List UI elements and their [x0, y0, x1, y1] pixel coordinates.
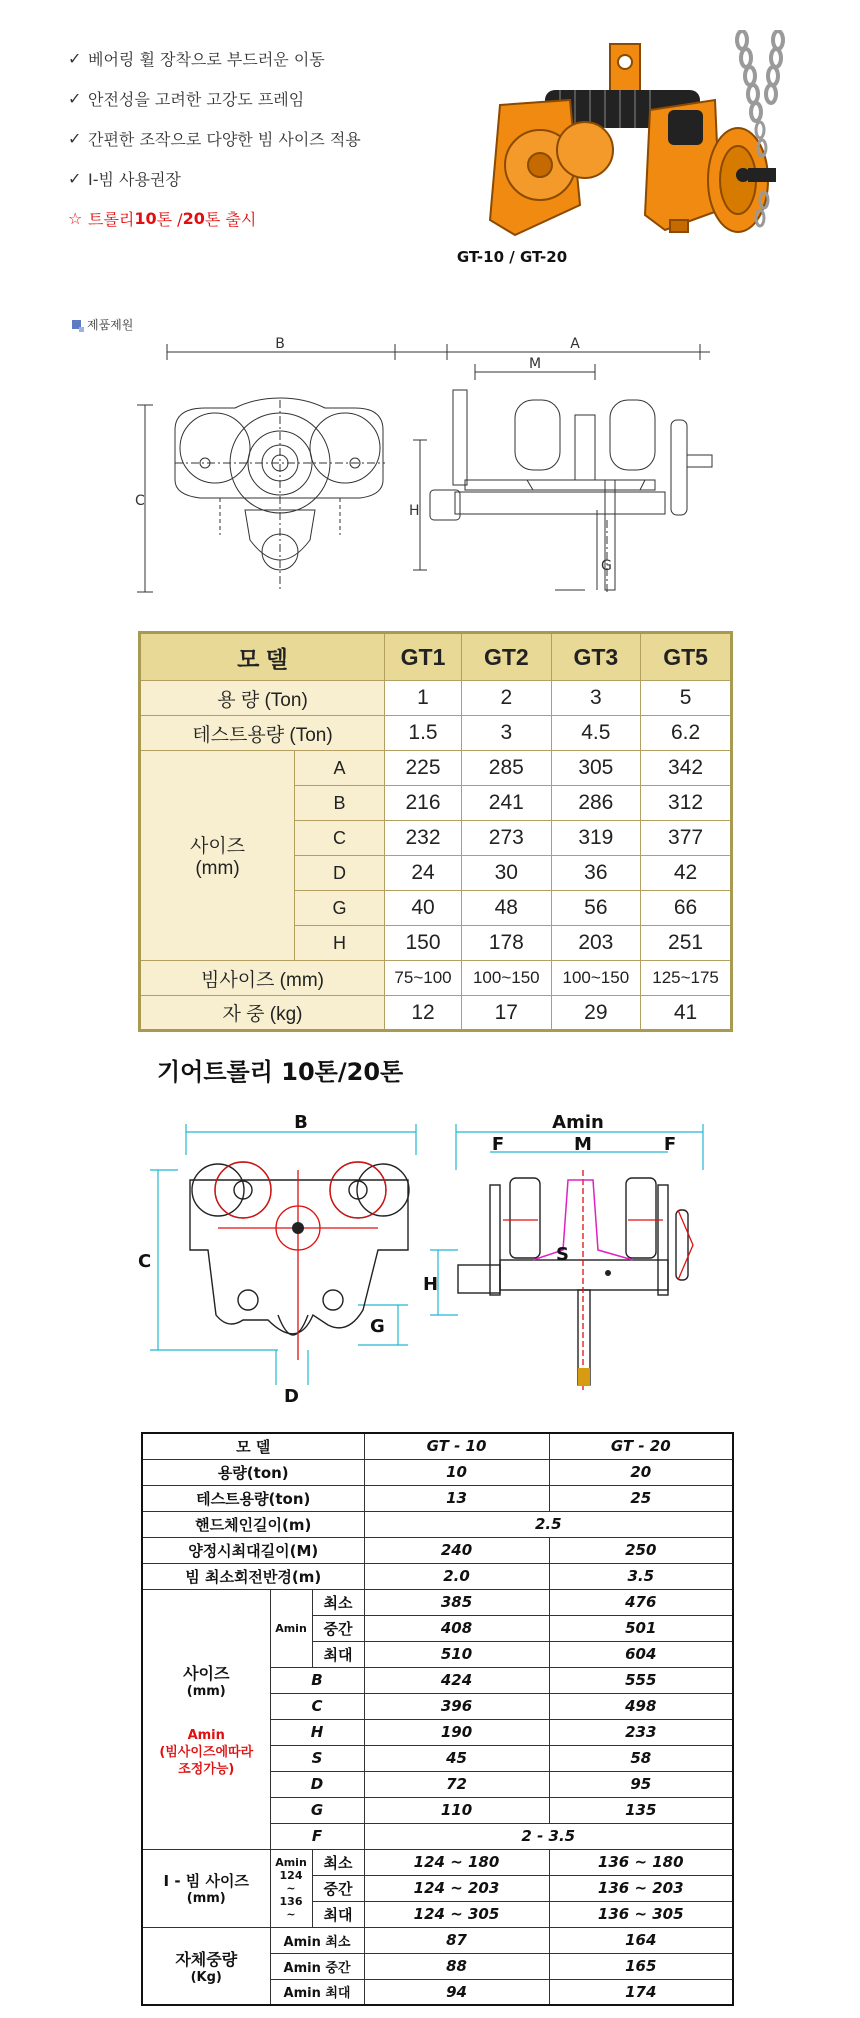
- check-icon: ✓: [68, 48, 82, 68]
- dim-label-h: H: [423, 1274, 439, 1295]
- feature-item: ✓ 간편한 조작으로 다양한 빔 사이즈 적용: [68, 128, 361, 149]
- table-row: I - 빔 사이즈 (mm) Amin 124 ~ 136 ~ 최소 124 ~ 180 136 ~ 180: [142, 1849, 733, 1875]
- table-row: C 396 498: [142, 1693, 733, 1719]
- table-row: 최대 124 ~ 305 136 ~ 305: [142, 1901, 733, 1927]
- product-image: [460, 30, 790, 255]
- check-icon: ✓: [68, 168, 82, 188]
- table-row: B 424 555: [142, 1667, 733, 1693]
- dim-label-h: H: [409, 503, 420, 519]
- table-row: 테스트용량(ton) 13 25: [142, 1485, 733, 1511]
- table-row: H 150 178 203 251: [140, 926, 732, 961]
- header-col: GT2: [462, 633, 552, 681]
- table-row: 핸드체인길이(m) 2.5: [142, 1511, 733, 1537]
- dim-label-g: G: [601, 558, 612, 574]
- section-title: 기어트롤리 10톤/20톤: [157, 1058, 404, 1086]
- header-col: GT3: [551, 633, 641, 681]
- dim-label-m: M: [528, 356, 542, 372]
- table-row: 모 델 GT - 10 GT - 20: [142, 1433, 733, 1459]
- size-label: 사이즈 (mm): [140, 751, 295, 961]
- table-row: 빔 최소회전반경(m) 2.0 3.5: [142, 1563, 733, 1589]
- table-row: Amin 중간 88 165: [142, 1953, 733, 1979]
- dim-label-b: B: [294, 1112, 308, 1133]
- dim-label-d: D: [284, 1386, 299, 1407]
- feature-item: ✓ I-빔 사용권장: [68, 168, 181, 189]
- size-label: 사이즈 (mm) Amin (빔사이즈에따라 조정가능): [142, 1589, 270, 1849]
- table-row: D 72 95: [142, 1771, 733, 1797]
- table-row: Amin 최대 94 174: [142, 1979, 733, 2005]
- feature-item: ✓ 베어링 휠 장착으로 부드러운 이동: [68, 48, 325, 69]
- header-col: GT1: [385, 633, 462, 681]
- beam-label: I - 빔 사이즈 (mm): [142, 1849, 270, 1927]
- header-col: GT5: [641, 633, 732, 681]
- table-row: 빔사이즈 (mm) 75~100 100~150 100~150 125~175: [140, 961, 732, 996]
- table-row: 사이즈 (mm) A 225 285 305 342: [140, 751, 732, 786]
- table-row: 용량(ton) 10 20: [142, 1459, 733, 1485]
- star-icon: ☆: [68, 208, 83, 228]
- table-row: 테스트용량 (Ton) 1.5 3 4.5 6.2: [140, 716, 732, 751]
- feature-item: ✓ 안전성을 고려한 고강도 프레임: [68, 88, 305, 109]
- check-icon: ✓: [68, 128, 82, 148]
- table-row: 중간 124 ~ 203 136 ~ 203: [142, 1875, 733, 1901]
- dim-label-g: G: [370, 1316, 385, 1337]
- product-caption: GT-10 / GT-20: [456, 248, 568, 266]
- check-icon: ✓: [68, 88, 82, 108]
- technical-drawing-gt10-gt20: [138, 1110, 738, 1410]
- dim-label-f: F: [663, 1134, 677, 1155]
- table-row: 자 중 (kg) 12 17 29 41: [140, 996, 732, 1031]
- spec-table-gt: [138, 631, 733, 1032]
- dim-label-m: M: [574, 1134, 592, 1155]
- table-row: B 216 241 286 312: [140, 786, 732, 821]
- table-row: D 24 30 36 42: [140, 856, 732, 891]
- table-row: 용 량 (Ton) 1 2 3 5: [140, 681, 732, 716]
- table-row: 양정시최대길이(M) 240 250: [142, 1537, 733, 1563]
- beam-note: Amin 124 ~ 136 ~: [270, 1849, 312, 1927]
- table-row: S 45 58: [142, 1745, 733, 1771]
- feature-list: [68, 38, 468, 238]
- dim-label-b: B: [275, 336, 285, 352]
- table-row: 최대 510 604: [142, 1641, 733, 1667]
- section-label: 제품제원: [72, 316, 133, 333]
- table-row: 중간 408 501: [142, 1615, 733, 1641]
- table-row: C 232 273 319 377: [140, 821, 732, 856]
- table-row: 사이즈 (mm) Amin (빔사이즈에따라 조정가능) Amin 최소 385 476: [142, 1589, 733, 1615]
- dim-label-s: S: [556, 1244, 569, 1265]
- square-bullet-icon: [72, 320, 81, 329]
- dim-label-amin: Amin: [552, 1112, 604, 1133]
- table-row: H 190 233: [142, 1719, 733, 1745]
- table-row: 자체중량 (Kg) Amin 최소 87 164: [142, 1927, 733, 1953]
- dim-label-a: A: [570, 336, 580, 352]
- feature-highlight: ☆ 트롤리 10 톤 / 20 톤 출시: [68, 208, 257, 229]
- dim-label-c: C: [138, 1251, 152, 1272]
- table-row: G 110 135: [142, 1797, 733, 1823]
- technical-drawing-gt: [135, 330, 755, 615]
- table-row: G 40 48 56 66: [140, 891, 732, 926]
- spec-table-gt10-gt20: [141, 1432, 734, 2006]
- table-row: F 2 - 3.5: [142, 1823, 733, 1849]
- header-model: 모 델: [140, 633, 385, 681]
- dim-label-c: C: [135, 493, 145, 509]
- weight-label: 자체중량 (Kg): [142, 1927, 270, 2005]
- dim-label-f: F: [491, 1134, 505, 1155]
